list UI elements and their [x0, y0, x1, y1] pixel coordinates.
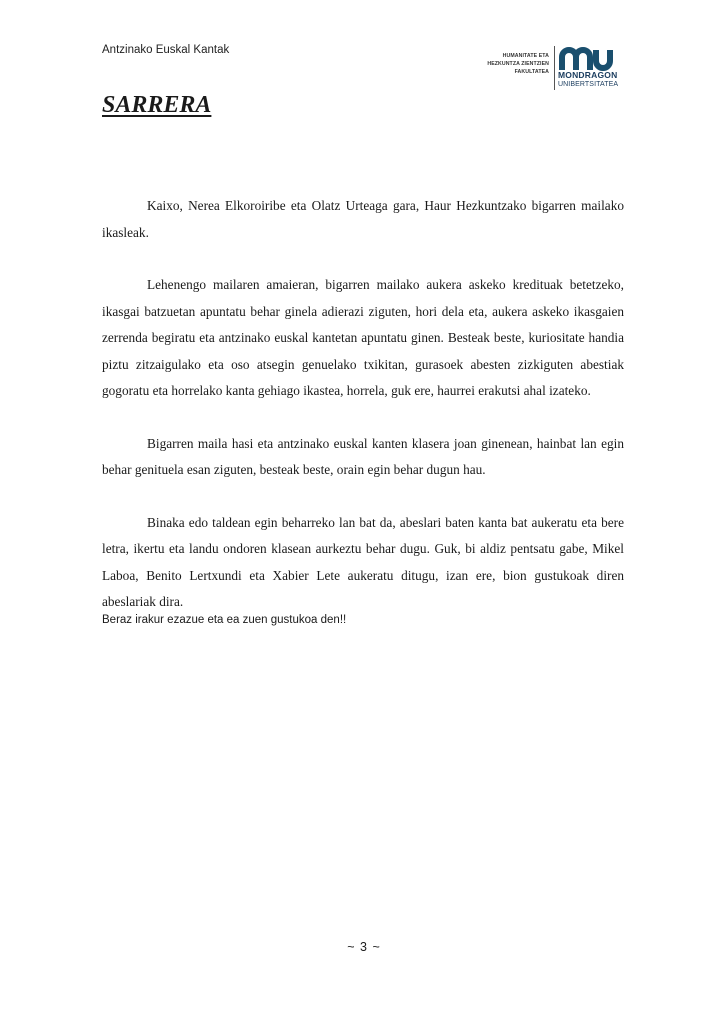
faculty-line-2: HEZKUNTZA ZIENTZIEN [487, 61, 549, 67]
university-name [558, 71, 618, 89]
faculty-name [478, 52, 549, 76]
page-number: ~ 3 ~ [347, 940, 381, 954]
university-line-2: UNIBERTSITATEA [558, 81, 619, 88]
document-header-title: Antzinako Euskal Kantak [102, 44, 230, 56]
paragraph-motivation: Lehenengo mailaren amaieran, bigarren mailako aukera askeko kredituak betetzeko, ikasgai batzuetan apuntatu behar ginela adierazi ziguten, hori dela eta, aukera askeko ikasgaien zerrenda begiratu eta antzinako euskal kantetan apuntatu ginen. Besteak beste, kuriositate handia piztu zitzaigulako eta oso atsegin genuelako txikitan, gurasoek abesten zizkiguten abestiak gogoratu eta horrelako kanta gehiago ikastea, horrela, guk ere, haurrei erakutsi ahal izateko. [102, 277, 624, 398]
paragraph-choice: Binaka edo taldean egin beharreko lan bat da, abeslari baten kanta bat aukeratu eta bere letra, ikertu eta landu ondoren klasean aurkeztu behar dugu. Guk, bi aldiz pentsatu gabe, Mikel Laboa, Benito Lertxundi eta Xabier Lete aukeratu ditugu, izan ere, bion gustukoak diren abeslariak dira. [102, 514, 624, 609]
faculty-line-3: FAKULTATEA [514, 69, 549, 75]
logo-divider [554, 46, 555, 90]
body-text [102, 193, 624, 642]
paragraph-assignment: Bigarren maila hasi eta antzinako euskal kanten klasera joan ginenean, hainbat lan egin behar genituela esan ziguten, besteak beste, orain egin behar dugun hau. [102, 435, 624, 477]
university-line-1: MONDRAGON [558, 70, 618, 80]
mondragon-mark-icon [558, 46, 618, 72]
mondragon-university-logo [478, 44, 628, 94]
section-title: SARRERA [102, 92, 212, 118]
closing-line: Beraz irakur ezazue eta ea zuen gustukoa den!! [102, 614, 347, 626]
faculty-line-1: HUMANITATE ETA [502, 53, 549, 59]
paragraph-intro: Kaixo, Nerea Elkoroiribe eta Olatz Urteaga gara, Haur Hezkuntzako bigarren mailako ikasleak. [102, 198, 624, 240]
